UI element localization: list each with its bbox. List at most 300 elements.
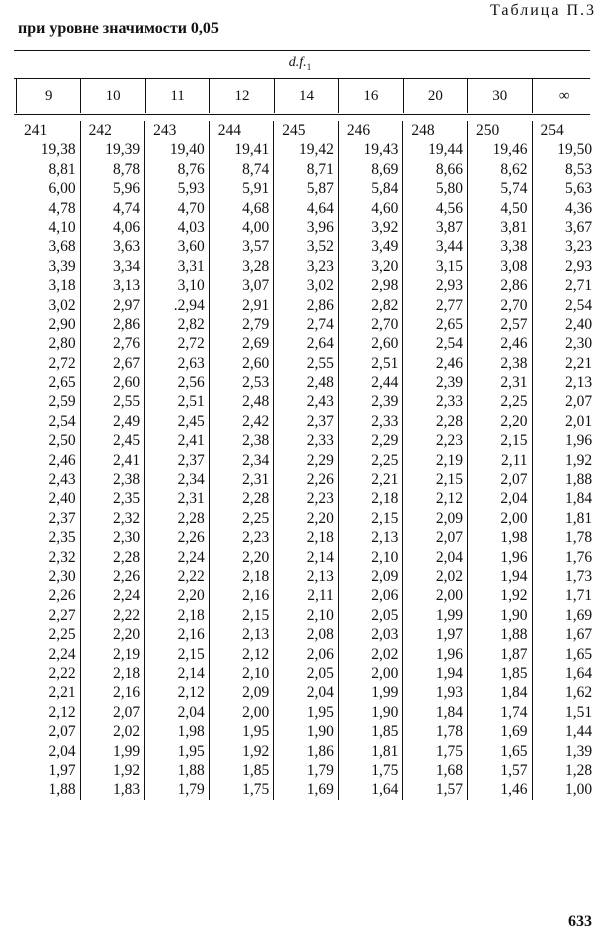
table-cell: 2,80	[48, 335, 76, 353]
table-cell: 2,15	[500, 432, 528, 450]
table-cell: 8,81	[48, 160, 76, 178]
table-cell: 2,41	[177, 432, 205, 450]
table-cell: 2,22	[113, 606, 141, 624]
table-cell: 2,12	[48, 703, 76, 721]
data-table	[16, 121, 596, 800]
table-cell: .2,94	[173, 296, 205, 314]
table-cell: 3,13	[113, 277, 141, 295]
table-cell: 2,04	[48, 742, 76, 760]
table-cell: 2,02	[435, 567, 463, 585]
table-cell: 2,70	[500, 296, 528, 314]
table-cell: 1,65	[564, 645, 593, 663]
table-cell: 1,84	[435, 703, 463, 721]
table-cell: 2,09	[435, 509, 463, 527]
table-cell: 2,51	[371, 354, 399, 372]
table-cell: 1,28	[564, 761, 593, 779]
subtitle: при уровне значимости 0,05	[18, 20, 219, 37]
table-cell: 1,78	[564, 529, 593, 547]
table-cell: 2,13	[306, 567, 334, 585]
table-cell: 1,92	[113, 761, 141, 779]
column-header: 10	[81, 79, 145, 113]
table-cell: 2,65	[435, 315, 463, 333]
table-cell: 2,15	[435, 471, 463, 489]
column-header: 11	[146, 79, 210, 113]
table-cell: 8,53	[564, 160, 593, 178]
table-cell: 2,79	[242, 315, 270, 333]
table-cell: 1,95	[242, 723, 270, 741]
table-cell: 2,18	[113, 664, 141, 682]
table-cell: 19,50	[557, 141, 593, 159]
table-cell: 1,64	[564, 664, 593, 682]
table-cell: 5,96	[113, 180, 141, 198]
table-cell: 2,90	[48, 315, 76, 333]
table-cell: 3,68	[48, 238, 76, 256]
table-cell: 1,99	[113, 742, 141, 760]
table-cell: 2,45	[113, 432, 141, 450]
table-cell: 1,78	[435, 723, 463, 741]
table-cell: 2,29	[371, 432, 399, 450]
table-cell: 1,51	[564, 703, 593, 721]
table-cell: 1,57	[435, 781, 463, 799]
table-cell: 2,06	[306, 645, 334, 663]
table-cell: 3,57	[242, 238, 270, 256]
table-cell: 254	[540, 122, 564, 139]
table-cell: 2,20	[242, 548, 270, 566]
table-cell: 2,26	[177, 529, 205, 547]
table-cell: 2,67	[113, 354, 141, 372]
table-cell: 4,03	[177, 218, 205, 236]
table-cell: 245	[282, 122, 306, 139]
table-cell: 1,98	[500, 529, 528, 547]
table-cell: 2,18	[242, 567, 270, 585]
table-cell: 3,31	[177, 257, 205, 275]
table-cell: 5,74	[500, 180, 528, 198]
table-cell: 1,81	[564, 509, 593, 527]
table-cell: 1,84	[500, 684, 528, 702]
table-cell: 2,32	[48, 548, 76, 566]
table-cell: 2,56	[177, 374, 205, 392]
table-cell: 2,25	[371, 451, 399, 469]
table-cell: 2,31	[500, 374, 528, 392]
table-cell: 2,35	[113, 490, 141, 508]
table-cell: 2,39	[371, 393, 399, 411]
table-cell: 3,87	[435, 218, 463, 236]
table-cell: 1,84	[564, 490, 593, 508]
table-cell: 1,94	[500, 567, 528, 585]
table-cell: 1,96	[435, 645, 463, 663]
table-cell: 3,49	[371, 238, 399, 256]
table-cell: 2,37	[306, 412, 334, 430]
table-cell: 2,38	[242, 432, 270, 450]
table-cell: 4,10	[48, 218, 76, 236]
table-cell: 2,07	[564, 393, 593, 411]
table-cell: 1,92	[242, 742, 270, 760]
table-cell: 6,00	[48, 180, 76, 198]
table-cell: 2,19	[435, 451, 463, 469]
table-cell: 4,06	[113, 218, 141, 236]
table-cell: 2,48	[306, 374, 334, 392]
top-rule	[14, 50, 590, 51]
table-column	[468, 121, 533, 800]
table-cell: 1,69	[564, 606, 593, 624]
table-cell: 241	[24, 122, 48, 139]
table-cell: 2,33	[371, 412, 399, 430]
table-cell: 2,31	[177, 490, 205, 508]
table-cell: 3,34	[113, 257, 141, 275]
table-cell: 1,94	[435, 664, 463, 682]
table-cell: 1,39	[564, 742, 593, 760]
table-cell: 1,79	[177, 781, 205, 799]
table-cell: 2,35	[48, 529, 76, 547]
table-cell: 2,71	[564, 277, 593, 295]
table-cell: 5,91	[242, 180, 270, 198]
table-cell: 2,12	[435, 490, 463, 508]
table-cell: 2,63	[177, 354, 205, 372]
table-cell: 242	[88, 122, 112, 139]
table-cell: 1,92	[500, 587, 528, 605]
table-cell: 2,86	[113, 315, 141, 333]
table-cell: 2,16	[113, 684, 141, 702]
table-column	[274, 121, 339, 800]
table-cell: 243	[153, 122, 177, 139]
table-cell: 2,55	[113, 393, 141, 411]
table-cell: 1,71	[564, 587, 593, 605]
table-cell: 2,25	[48, 626, 76, 644]
column-header: 16	[339, 79, 403, 113]
table-cell: 2,37	[48, 509, 76, 527]
table-cell: 2,07	[48, 723, 76, 741]
table-cell: 3,23	[306, 257, 334, 275]
table-cell: 2,28	[242, 490, 270, 508]
table-cell: 2,30	[113, 529, 141, 547]
table-cell: 1,75	[242, 781, 270, 799]
header-bottom-rule	[14, 114, 590, 115]
table-cell: 2,28	[177, 509, 205, 527]
table-cell: 2,10	[306, 606, 334, 624]
table-cell: 2,57	[500, 315, 528, 333]
table-cell: 8,69	[371, 160, 399, 178]
table-cell: 3,81	[500, 218, 528, 236]
table-cell: 2,60	[242, 354, 270, 372]
table-cell: 2,26	[113, 567, 141, 585]
table-cell: 2,72	[48, 354, 76, 372]
table-cell: 2,42	[242, 412, 270, 430]
table-cell: 1,95	[177, 742, 205, 760]
table-cell: 19,42	[298, 141, 334, 159]
table-cell: 1,99	[435, 606, 463, 624]
table-cell: 1,96	[500, 548, 528, 566]
table-cell: 1,75	[371, 761, 399, 779]
table-cell: 2,00	[435, 587, 463, 605]
table-cell: 4,50	[500, 199, 528, 217]
table-cell: 5,63	[564, 180, 593, 198]
table-cell: 2,26	[48, 587, 76, 605]
table-cell: 2,48	[242, 393, 270, 411]
table-cell: 2,19	[113, 645, 141, 663]
table-cell: 2,38	[500, 354, 528, 372]
table-cell: 2,24	[177, 548, 205, 566]
table-cell: 2,23	[306, 490, 334, 508]
table-cell: 1,95	[306, 703, 334, 721]
table-cell: 1,99	[371, 684, 399, 702]
table-cell: 1,44	[564, 723, 593, 741]
table-cell: 2,07	[500, 471, 528, 489]
table-cell: 8,62	[500, 160, 528, 178]
table-cell: 4,68	[242, 199, 270, 217]
table-cell: 2,33	[435, 393, 463, 411]
table-cell: 2,29	[306, 451, 334, 469]
table-cell: 2,41	[113, 451, 141, 469]
table-cell: 1,87	[500, 645, 528, 663]
table-cell: 1,90	[306, 723, 334, 741]
table-cell: 1,79	[306, 761, 334, 779]
table-cell: 2,39	[435, 374, 463, 392]
table-cell: 2,09	[371, 567, 399, 585]
table-cell: 2,46	[435, 354, 463, 372]
table-cell: 1,69	[306, 781, 334, 799]
table-cell: 2,64	[306, 335, 334, 353]
table-column	[145, 121, 210, 800]
table-cell: 248	[411, 122, 435, 139]
table-cell: 3,07	[242, 277, 270, 295]
table-cell: 5,84	[371, 180, 399, 198]
table-cell: 2,82	[177, 315, 205, 333]
table-cell: 2,00	[500, 509, 528, 527]
table-cell: 2,28	[113, 548, 141, 566]
table-cell: 244	[217, 122, 241, 139]
table-label: Таблица П.3	[490, 2, 596, 19]
table-cell: 3,15	[435, 257, 463, 275]
table-cell: 2,82	[371, 296, 399, 314]
table-cell: 19,46	[492, 141, 528, 159]
table-cell: 2,59	[48, 393, 76, 411]
table-column	[210, 121, 275, 800]
table-cell: 1,96	[564, 432, 593, 450]
table-column	[403, 121, 468, 800]
table-cell: 2,16	[242, 587, 270, 605]
table-cell: 19,40	[169, 141, 205, 159]
column-header: 14	[275, 79, 339, 113]
table-cell: 3,08	[500, 257, 528, 275]
table-cell: 2,04	[306, 684, 334, 702]
table-cell: 2,97	[113, 296, 141, 314]
table-column	[339, 121, 404, 800]
table-cell: 2,20	[113, 626, 141, 644]
table-cell: 2,06	[371, 587, 399, 605]
table-cell: 2,16	[177, 626, 205, 644]
table-cell: 5,80	[435, 180, 463, 198]
column-header: 12	[210, 79, 274, 113]
table-cell: 2,31	[242, 471, 270, 489]
table-cell: 2,34	[177, 471, 205, 489]
table-cell: 2,18	[371, 490, 399, 508]
table-cell: 2,08	[306, 626, 334, 644]
table-cell: 1,98	[177, 723, 205, 741]
table-cell: 3,02	[48, 296, 76, 314]
table-cell: 2,21	[48, 684, 76, 702]
table-cell: 2,40	[48, 490, 76, 508]
table-cell: 2,15	[371, 509, 399, 527]
table-cell: 2,98	[371, 277, 399, 295]
table-cell: 2,72	[177, 335, 205, 353]
table-cell: 3,39	[48, 257, 76, 275]
table-cell: 1,85	[500, 664, 528, 682]
table-cell: 1,74	[500, 703, 528, 721]
table-column	[81, 121, 146, 800]
table-cell: 5,93	[177, 180, 205, 198]
table-cell: 2,91	[242, 296, 270, 314]
table-cell: 2,04	[500, 490, 528, 508]
table-cell: 2,27	[48, 606, 76, 624]
table-cell: 8,78	[113, 160, 141, 178]
dfl-subscript: 1	[306, 61, 312, 72]
table-cell: 2,86	[500, 277, 528, 295]
column-header: 30	[468, 79, 532, 113]
table-cell: 2,20	[177, 587, 205, 605]
table-cell: 2,25	[242, 509, 270, 527]
table-cell: 8,74	[242, 160, 270, 178]
table-cell: 2,18	[177, 606, 205, 624]
table-cell: 2,23	[435, 432, 463, 450]
table-cell: 2,45	[177, 412, 205, 430]
table-cell: 2,14	[177, 664, 205, 682]
table-cell: 2,05	[306, 664, 334, 682]
table-cell: 1,88	[177, 761, 205, 779]
table-cell: 2,50	[48, 432, 76, 450]
table-cell: 2,93	[435, 277, 463, 295]
table-cell: 4,74	[113, 199, 141, 217]
column-header: ∞	[558, 87, 570, 104]
table-cell: 2,70	[371, 315, 399, 333]
table-cell: 2,05	[371, 606, 399, 624]
table-cell: 19,39	[105, 141, 141, 159]
table-cell: 2,24	[48, 645, 76, 663]
table-cell: 1,75	[435, 742, 463, 760]
table-cell: 2,53	[242, 374, 270, 392]
table-cell: 2,18	[306, 529, 334, 547]
page-number: 633	[568, 913, 592, 930]
table-cell: 1,90	[371, 703, 399, 721]
table-cell: 2,10	[371, 548, 399, 566]
table-cell: 1,85	[371, 723, 399, 741]
table-cell: 2,13	[564, 374, 593, 392]
table-cell: 1,85	[242, 761, 270, 779]
table-cell: 1,92	[564, 451, 593, 469]
table-cell: 2,30	[564, 335, 593, 353]
table-cell: 2,24	[113, 587, 141, 605]
table-cell: 2,23	[242, 529, 270, 547]
table-cell: 19,44	[428, 141, 463, 159]
table-cell: 246	[346, 122, 371, 139]
table-cell: 8,76	[177, 160, 205, 178]
table-cell: 2,03	[371, 626, 399, 644]
table-cell: 1,88	[564, 471, 593, 489]
table-cell: 250	[475, 122, 500, 139]
table-cell: 2,77	[435, 296, 463, 314]
table-cell: 2,21	[564, 354, 593, 372]
table-cell: 2,12	[177, 684, 205, 702]
table-cell: 2,10	[242, 664, 270, 682]
table-cell: 2,25	[500, 393, 528, 411]
table-cell: 2,15	[177, 645, 205, 663]
table-cell: 3,10	[177, 277, 205, 295]
table-cell: 1,83	[113, 781, 141, 799]
table-cell: 4,64	[306, 199, 334, 217]
table-cell: 2,13	[371, 529, 399, 547]
table-cell: 4,56	[435, 199, 463, 217]
table-cell: 2,00	[242, 703, 270, 721]
table-cell: 2,20	[500, 412, 528, 430]
table-cell: 3,96	[306, 218, 334, 236]
table-cell: 2,34	[242, 451, 270, 469]
table-cell: 1,65	[500, 742, 528, 760]
table-cell: 2,38	[113, 471, 141, 489]
table-cell: 1,73	[564, 567, 593, 585]
table-cell: 2,04	[177, 703, 205, 721]
table-cell: 2,02	[113, 723, 141, 741]
table-cell: 4,00	[242, 218, 270, 236]
table-cell: 2,22	[177, 567, 205, 585]
table-cell: 1,97	[48, 761, 76, 779]
table-cell: 2,60	[371, 335, 399, 353]
table-cell: 2,55	[306, 354, 334, 372]
table-cell: 19,38	[40, 141, 76, 159]
table-cell: 2,28	[435, 412, 463, 430]
table-cell: 2,40	[564, 315, 593, 333]
table-cell: 3,02	[306, 277, 334, 295]
table-cell: 2,54	[435, 335, 463, 353]
table-cell: 2,51	[177, 393, 205, 411]
table-cell: 2,09	[242, 684, 270, 702]
table-cell: 2,11	[307, 587, 334, 605]
table-cell: 2,00	[371, 664, 399, 682]
table-cell: 1,81	[371, 742, 399, 760]
table-cell: 2,21	[371, 471, 399, 489]
table-cell: 2,54	[564, 296, 593, 314]
table-cell: 2,76	[113, 335, 141, 353]
table-cell: 2,33	[306, 432, 334, 450]
table-cell: 1,57	[500, 761, 528, 779]
table-cell: 1,68	[435, 761, 463, 779]
table-cell: 2,07	[435, 529, 463, 547]
table-cell: 1,46	[500, 781, 528, 799]
table-cell: 4,36	[564, 199, 593, 217]
table-cell: 2,60	[113, 374, 141, 392]
table-cell: 3,63	[113, 238, 141, 256]
table-cell: 4,60	[371, 199, 399, 217]
table-cell: 2,93	[564, 257, 593, 275]
table-cell: 2,01	[564, 412, 593, 430]
table-cell: 5,87	[306, 180, 334, 198]
table-cell: 2,32	[113, 509, 141, 527]
table-cell: 3,92	[371, 218, 399, 236]
table-cell: 2,46	[48, 451, 76, 469]
table-cell: 3,23	[564, 238, 593, 256]
table-cell: 2,65	[48, 374, 76, 392]
table-cell: 19,43	[363, 141, 399, 159]
table-cell: 2,49	[113, 412, 141, 430]
dfl-label	[0, 55, 600, 72]
table-cell: 8,71	[306, 160, 334, 178]
table-cell: 2,43	[306, 393, 334, 411]
table-cell: 19,41	[234, 141, 270, 159]
table-cell: 1,64	[371, 781, 399, 799]
table-cell: 2,15	[242, 606, 270, 624]
dfl-text: d.f.	[288, 55, 307, 70]
table-cell: 4,70	[177, 199, 205, 217]
table-cell: 1,90	[500, 606, 528, 624]
table-cell: 3,20	[371, 257, 399, 275]
